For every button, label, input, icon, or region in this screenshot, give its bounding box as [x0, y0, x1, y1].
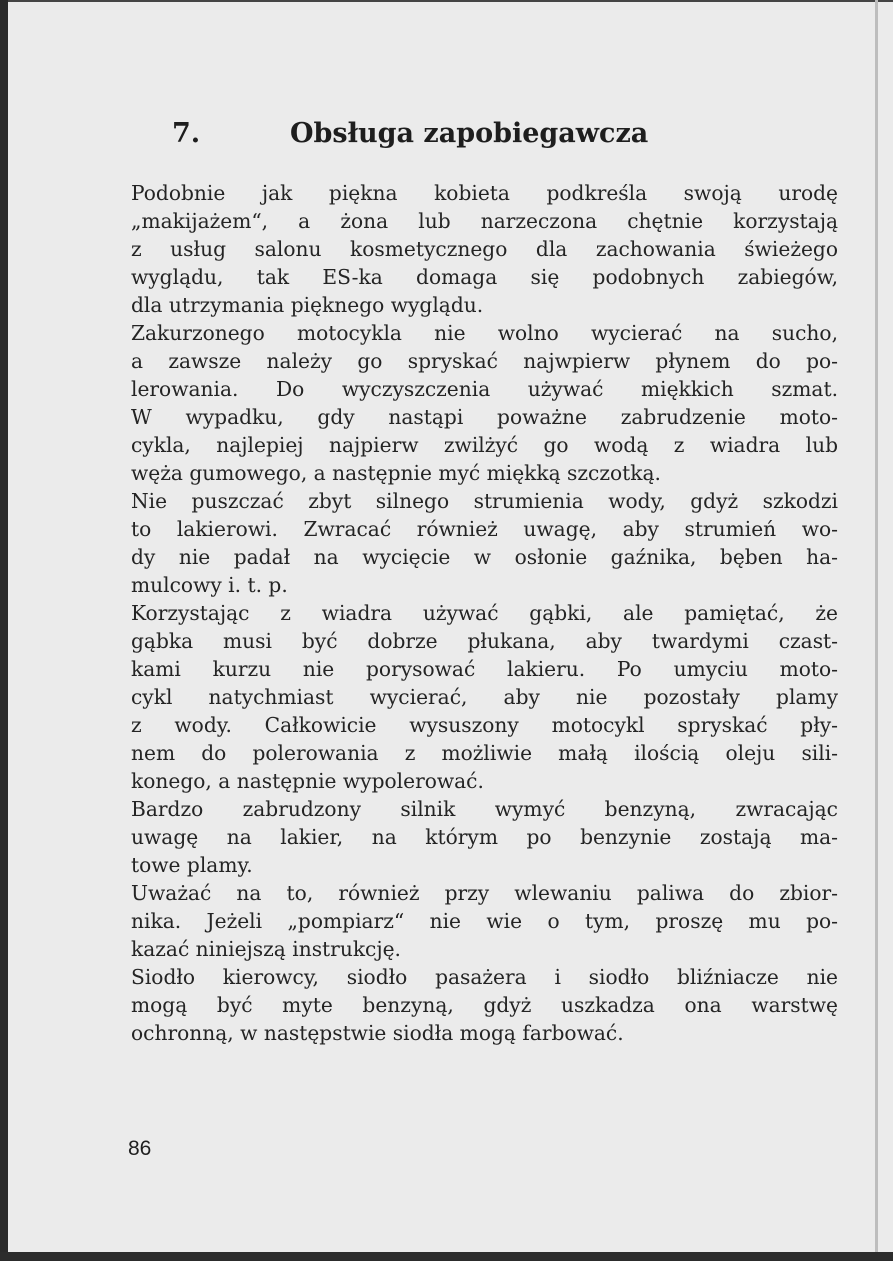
text-line: z usług salonu kosmetycznego dla zachowania świeżego: [131, 237, 838, 261]
text-line: mogą być myte benzyną, gdyż uszkadza ona warstwę: [131, 993, 838, 1017]
scan-border-right: [875, 0, 878, 1252]
text-line: z wody. Całkowicie wysuszony motocykl spryskać pły-: [131, 713, 838, 737]
text-line: Uważać na to, również przy wlewaniu paliwa do zbior-: [131, 881, 838, 905]
text-line: nika. Jeżeli „pompiarz“ nie wie o tym, proszę mu po-: [131, 909, 838, 933]
text-line: towe plamy.: [131, 853, 253, 877]
text-line: W wypadku, gdy nastąpi poważne zabrudzenie moto-: [131, 405, 838, 429]
text-line: dy nie padał na wycięcie w osłonie gaźnika, bęben ha-: [131, 545, 838, 569]
text-line: węża gumowego, a następnie myć miękką szczotką.: [131, 461, 661, 485]
text-line: Korzystając z wiadra używać gąbki, ale pamiętać, że: [131, 601, 838, 625]
section-number: 7.: [172, 118, 201, 149]
text-line: lerowania. Do wyczyszczenia używać miękkich szmat.: [131, 377, 838, 401]
text-line: „makijażem“, a żona lub narzeczona chętnie korzystają: [131, 209, 838, 233]
paragraph: [131, 599, 838, 795]
text-line: Zakurzonego motocykla nie wolno wycierać na sucho,: [131, 321, 838, 345]
text-line: a zawsze należy go spryskać najwpierw płynem do po-: [131, 349, 838, 373]
text-line: nem do polerowania z możliwie małą ilością oleju sili-: [131, 741, 838, 765]
paragraph: [131, 179, 838, 319]
section-title: Obsługa zapobiegawcza: [290, 118, 649, 149]
text-line: wyglądu, tak ES-ka domaga się podobnych zabiegów,: [131, 265, 838, 289]
paragraph: [131, 963, 838, 1047]
paragraph: [131, 487, 838, 599]
text-line: Bardzo zabrudzony silnik wymyć benzyną, zwracając: [131, 797, 838, 821]
text-line: Podobnie jak piękna kobieta podkreśla swoją urodę: [131, 181, 838, 205]
scan-border-top: [0, 0, 893, 2]
body-text: [131, 179, 838, 1047]
text-line: mulcowy i. t. p.: [131, 573, 288, 597]
paragraph: [131, 879, 838, 963]
paragraph: [131, 795, 838, 879]
text-line: kazać niniejszą instrukcję.: [131, 937, 401, 961]
text-line: Nie puszczać zbyt silnego strumienia wody, gdyż szkodzi: [131, 489, 838, 513]
text-line: to lakierowi. Zwracać również uwagę, aby strumień wo-: [131, 517, 838, 541]
text-line: dla utrzymania pięknego wyglądu.: [131, 293, 484, 317]
text-line: gąbka musi być dobrze płukana, aby twardymi czast-: [131, 629, 838, 653]
text-line: konego, a następnie wypolerować.: [131, 769, 484, 793]
text-line: ochronną, w następstwie siodła mogą farbować.: [131, 1021, 624, 1045]
text-line: kami kurzu nie porysować lakieru. Po umyciu moto-: [131, 657, 838, 681]
scan-border-left: [0, 0, 8, 1261]
text-line: cykla, najlepiej najpierw zwilżyć go wodą z wiadra lub: [131, 433, 838, 457]
scan-border-bottom: [0, 1252, 893, 1261]
text-line: uwagę na lakier, na którym po benzynie zostają ma-: [131, 825, 838, 849]
paragraph: [131, 319, 838, 487]
text-line: Siodło kierowcy, siodło pasażera i siodło bliźniacze nie: [131, 965, 838, 989]
section-heading: [172, 118, 648, 149]
text-line: cykl natychmiast wycierać, aby nie pozostały plamy: [131, 685, 838, 709]
page-number: 86: [128, 1137, 152, 1160]
